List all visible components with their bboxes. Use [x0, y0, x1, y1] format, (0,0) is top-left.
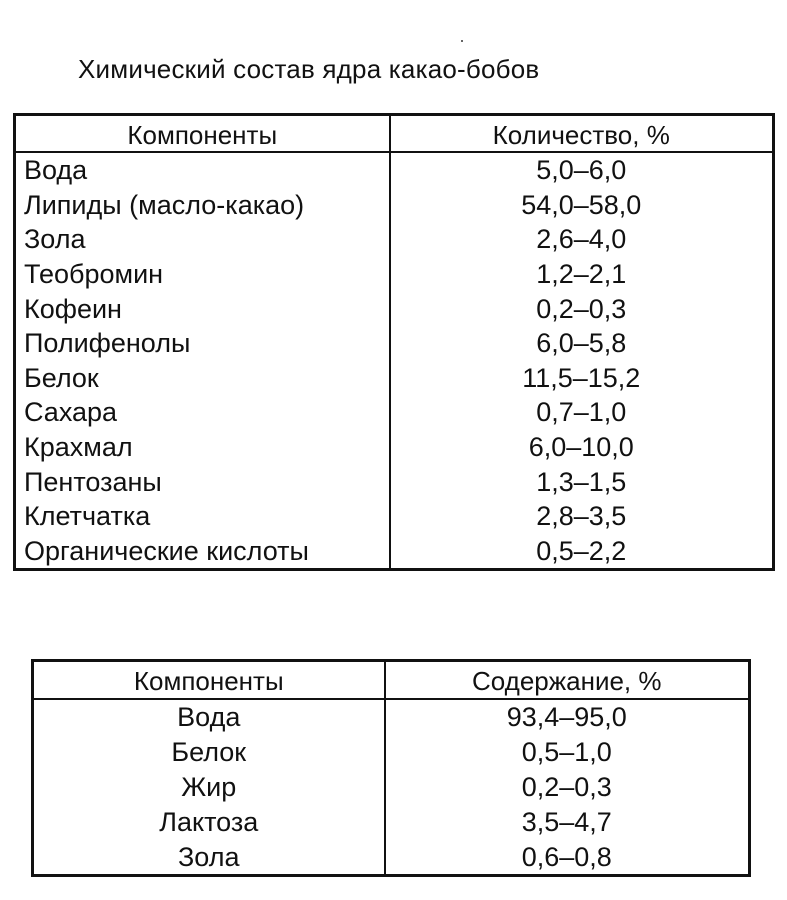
value-cell: 6,0–5,8: [536, 328, 627, 359]
table-row: [15, 291, 774, 326]
component-cell: Белок: [33, 735, 385, 770]
component-cell: Пентозаны: [15, 464, 390, 499]
value-cell: 1,3–1,5: [536, 466, 627, 497]
column-header-quantity: Количество, %: [390, 115, 774, 153]
table-row: [15, 326, 774, 361]
value-cell: 11,5–15,2: [522, 362, 641, 393]
table-row: [33, 839, 750, 875]
milk-composition-table: [31, 659, 751, 877]
component-cell: Полифенолы: [15, 326, 390, 361]
component-cell: Липиды (масло-какао): [15, 188, 390, 223]
value-cell: 6,0–10,0: [528, 432, 634, 463]
component-cell: Теобромин: [15, 257, 390, 292]
component-cell: Вода: [33, 699, 385, 735]
column-header-component: Компоненты: [33, 661, 385, 700]
value-cell: 1,2–2,1: [536, 259, 627, 290]
component-cell: Сахара: [15, 395, 390, 430]
table-row: [15, 464, 774, 499]
table-header-row: [15, 115, 774, 153]
value-cell: 0,5–2,2: [536, 535, 627, 566]
component-cell: Органические кислоты: [15, 534, 390, 570]
table-row: [15, 395, 774, 430]
value-cell: 2,8–3,5: [536, 501, 627, 532]
scan-speck: [461, 40, 463, 42]
table-row: [33, 735, 750, 770]
component-cell: Лактоза: [33, 804, 385, 839]
value-cell: 0,2–0,3: [521, 771, 612, 802]
component-cell: Вода: [15, 152, 390, 188]
value-cell: 93,4–95,0: [506, 702, 627, 733]
table-row: [33, 770, 750, 805]
value-cell: 5,0–6,0: [536, 155, 627, 186]
value-cell: 0,2–0,3: [536, 293, 627, 324]
table-row: [33, 804, 750, 839]
table-row: [15, 499, 774, 534]
value-cell: 0,7–1,0: [536, 397, 627, 428]
component-cell: Жир: [33, 770, 385, 805]
table-row: [15, 152, 774, 188]
value-cell: 2,6–4,0: [536, 224, 627, 255]
page-title: Химический состав ядра какао-бобов: [78, 54, 540, 84]
cocoa-composition-table: [13, 113, 775, 571]
table-row: [15, 534, 774, 570]
value-cell: 54,0–58,0: [521, 189, 642, 220]
column-header-component: Компоненты: [15, 115, 390, 153]
component-cell: Зола: [15, 222, 390, 257]
table-row: [15, 257, 774, 292]
component-cell: Крахмал: [15, 430, 390, 465]
table-row: [15, 361, 774, 396]
table-row: [15, 188, 774, 223]
component-cell: Клетчатка: [15, 499, 390, 534]
value-cell: 0,6–0,8: [521, 841, 612, 872]
component-cell: Белок: [15, 361, 390, 396]
value-cell: 0,5–1,0: [521, 737, 612, 768]
table-header-row: [33, 661, 750, 700]
table-row: [33, 699, 750, 735]
value-cell: 3,5–4,7: [521, 806, 612, 837]
component-cell: Кофеин: [15, 291, 390, 326]
component-cell: Зола: [33, 839, 385, 875]
table-row: [15, 430, 774, 465]
table-row: [15, 222, 774, 257]
column-header-content: Содержание, %: [385, 661, 750, 700]
